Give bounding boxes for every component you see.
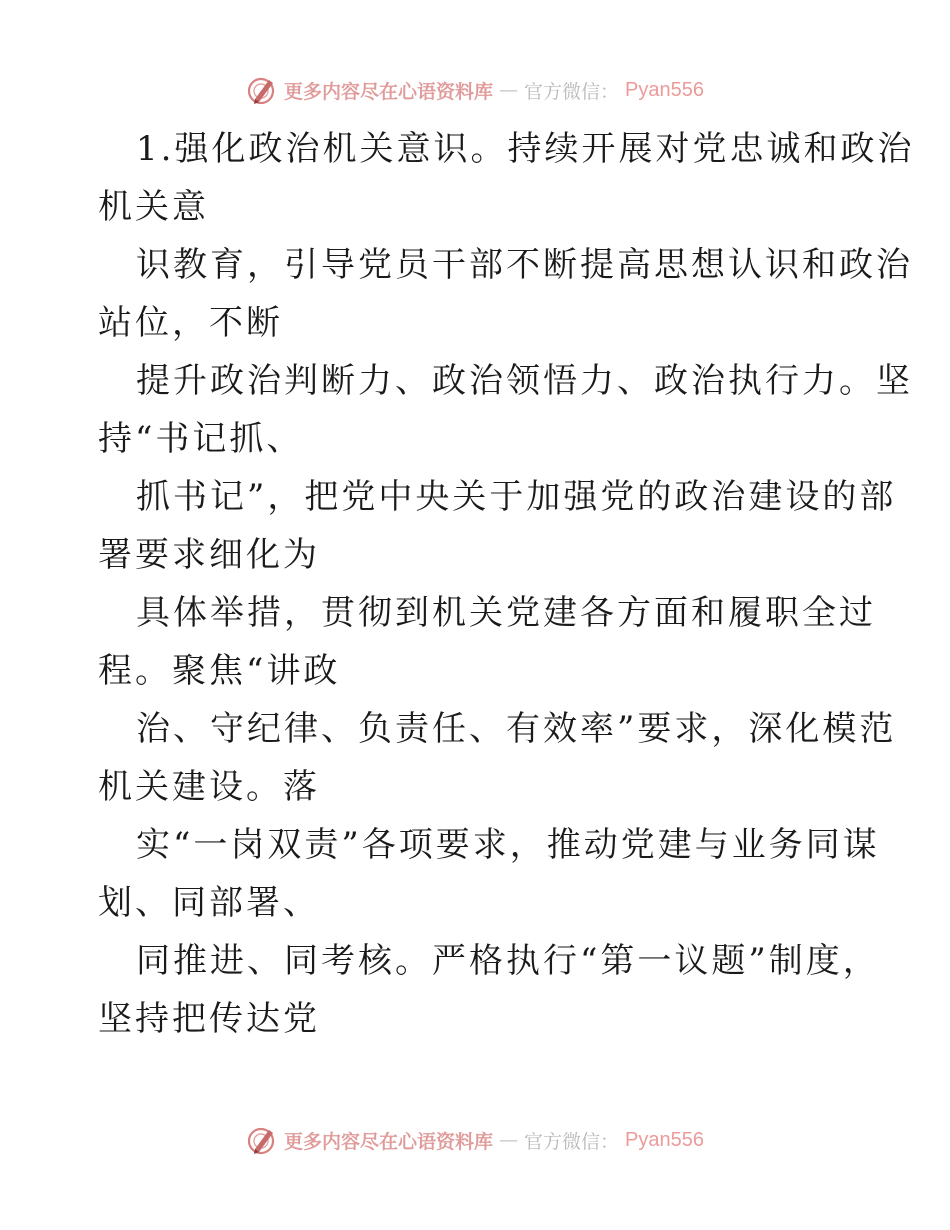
watermark-official-label: 官方微信： bbox=[524, 80, 620, 103]
pen-logo-icon bbox=[246, 1124, 278, 1156]
text-line: 实“一岗双责”各项要求，推动党建与业务同谋 bbox=[136, 825, 880, 865]
watermark-dash: — bbox=[499, 79, 519, 101]
watermark-brand: 更多内容尽在心语资料库 bbox=[284, 80, 494, 103]
document-body bbox=[98, 120, 915, 1048]
text-line: 划、同部署、 bbox=[98, 883, 320, 923]
text-line: 治、守纪律、负责任、有效率”要求，深化模范 bbox=[136, 709, 897, 749]
text-line: 提升政治判断力、政治领悟力、政治执行力。坚 bbox=[136, 361, 913, 401]
watermark-dash: — bbox=[499, 1129, 519, 1151]
footer-watermark bbox=[0, 1120, 950, 1160]
pen-logo-icon bbox=[246, 74, 278, 106]
watermark-official-label: 官方微信： bbox=[524, 1130, 620, 1153]
text-line: 机关建设。落 bbox=[98, 767, 320, 807]
text-line: 程。聚焦“讲政 bbox=[98, 651, 341, 691]
text-line: 机关意 bbox=[98, 187, 209, 227]
watermark-wechat-id: Pyan556 bbox=[625, 1128, 704, 1151]
text-line: 1.强化政治机关意识。持续开展对党忠诚和政治 bbox=[136, 129, 915, 169]
header-watermark bbox=[0, 70, 950, 110]
text-line: 坚持把传达党 bbox=[98, 999, 320, 1039]
text-line: 持“书记抓、 bbox=[98, 419, 304, 459]
text-line: 同推进、同考核。严格执行“第一议题”制度， bbox=[136, 941, 880, 981]
text-line: 抓书记”，把党中央关于加强党的政治建设的部 bbox=[136, 477, 897, 517]
watermark-brand: 更多内容尽在心语资料库 bbox=[284, 1130, 494, 1153]
text-line: 具体举措，贯彻到机关党建各方面和履职全过 bbox=[136, 593, 876, 633]
watermark-wechat-id: Pyan556 bbox=[625, 78, 704, 101]
text-line: 署要求细化为 bbox=[98, 535, 320, 575]
text-line: 站位，不断 bbox=[98, 303, 283, 343]
text-line: 识教育，引导党员干部不断提高思想认识和政治 bbox=[136, 245, 913, 285]
